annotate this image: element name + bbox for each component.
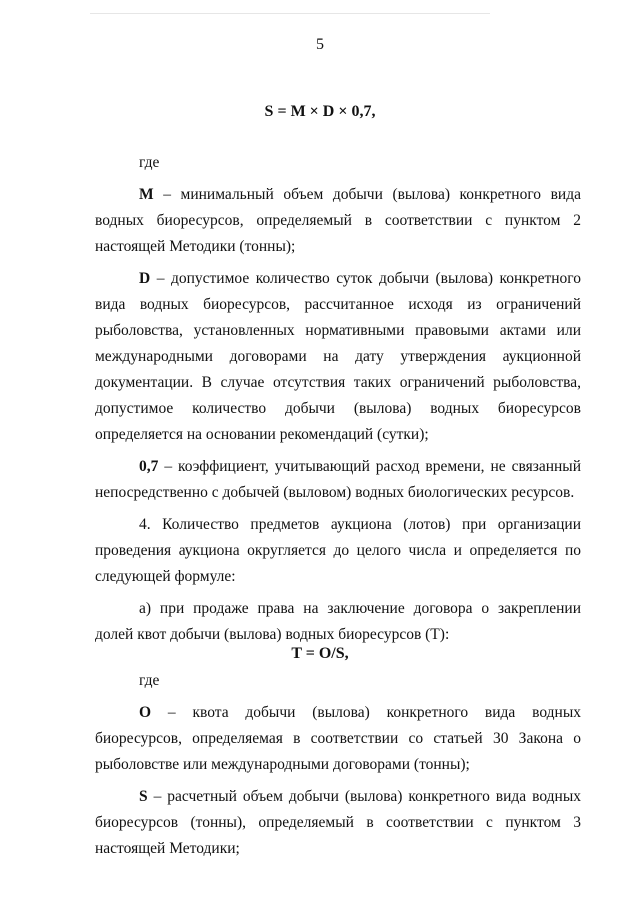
symbol-o: O (139, 704, 152, 721)
scan-edge-line (90, 13, 490, 14)
item-a-paragraph: а) при продаже права на заключение договора о закреплении долей квот добычи (вылова) водных биоресурсов (Т): (95, 600, 581, 643)
symbol-s: S (139, 788, 148, 805)
definition-m-text: – минимальный объем добычи (вылова) конкретного вида водных биоресурсов, определяемый в соответствии с пунктом 2 настоящей Методики (тонны); (95, 186, 581, 255)
formula-s: S = M × D × 0,7, (264, 103, 376, 120)
definition-coefficient (95, 454, 581, 506)
definition-d (95, 266, 581, 448)
definition-s-text: – расчетный объем добычи (вылова) конкретного вида водных биоресурсов (тонны), определяемый в соответствии с пунктом 3 настоящей Методики; (95, 788, 581, 857)
definition-o-text: – квота добычи (вылова) конкретного вида водных биоресурсов, определяемая в соответствии со статьей 30 Закона о рыболовстве или международными договорами (тонны); (95, 704, 581, 773)
formula-t: T = O/S, (291, 645, 349, 662)
definitions-block-1 (95, 150, 581, 648)
where-label: где (139, 154, 160, 171)
page-number: 5 (316, 36, 324, 53)
symbol-d: D (139, 270, 151, 287)
item-4-paragraph: 4. Количество предметов аукциона (лотов) при организации проведения аукциона округляется до целого числа и определяется по следующей формуле: (95, 516, 581, 585)
definition-d-text: – допустимое количество суток добычи (вылова) конкретного вида водных биоресурсов, рассчитанное исходя из ограничений рыболовства, установленных нормативными правовыми актами или международными договорами на дату утверждения аукционной документации. В случае отсутствия таких ограничений рыболовства, допустимое количество добычи (вылова) водных биоресурсов определяется на основании рекомендаций (сутки); (95, 270, 581, 443)
definition-m (95, 182, 581, 260)
symbol-m: M (139, 186, 154, 203)
definition-coefficient-text: – коэффициент, учитывающий расход времени, не связанный непосредственно с добычей (выловом) водных биологических ресурсов. (95, 458, 581, 501)
where-label-2: где (139, 672, 160, 689)
definition-o (95, 700, 581, 778)
definition-s (95, 784, 581, 862)
definitions-block-2 (95, 668, 581, 862)
symbol-coefficient: 0,7 (139, 458, 159, 475)
